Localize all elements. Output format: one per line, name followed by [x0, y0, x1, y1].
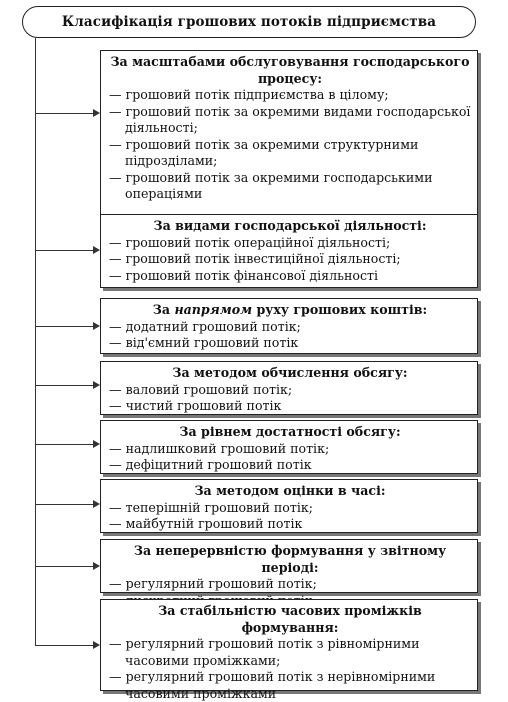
trunk-line — [35, 38, 36, 645]
arrow-4 — [93, 381, 100, 389]
category-heading: За стабільністю часових проміжків формування: — [158, 603, 422, 635]
list-item: — грошовий потік за окремими видами господарської діяльності; — [109, 104, 471, 137]
category-heading: За рівнем достатності обсягу: — [179, 424, 401, 439]
category-heading: За неперервністю формування у звітному періоді: — [133, 543, 447, 575]
list-item: — від'ємний грошовий потік — [109, 335, 471, 352]
category-heading: За методом обчислення обсягу: — [172, 365, 408, 380]
category-heading: За методом оцінки в часі: — [194, 483, 386, 498]
category-box-calculation — [100, 361, 478, 415]
connector-8 — [35, 645, 93, 646]
list-item: — грошовий потік операційної діяльності; — [109, 235, 471, 252]
connector-5 — [35, 444, 93, 445]
category-box-continuity — [100, 539, 478, 593]
category-box-sufficiency — [100, 420, 478, 474]
list-item: — регулярний грошовий потік з нерівномірними часовими проміжками — [109, 669, 471, 702]
list-item: — майбутній грошовий потік — [109, 516, 471, 533]
category-box-activity — [100, 214, 478, 288]
list-item: — грошовий потік підприємства в цілому; — [109, 87, 471, 104]
list-item: — регулярний грошовий потік; — [109, 576, 471, 593]
list-item: — теперішній грошовий потік; — [109, 500, 471, 517]
category-box-stability — [100, 599, 478, 701]
list-item: — грошовий потік за окремими господарськими операціями — [109, 170, 471, 203]
arrow-5 — [93, 440, 100, 448]
list-item: — чистий грошовий потік — [109, 398, 471, 415]
arrow-7 — [93, 562, 100, 570]
category-box-direction — [100, 298, 478, 354]
arrow-3 — [93, 322, 100, 330]
list-item: — грошовий потік інвестиційної діяльності; — [109, 251, 471, 268]
arrow-2 — [93, 246, 100, 254]
list-item: — дефіцитний грошовий потік — [109, 457, 471, 474]
connector-4 — [35, 385, 93, 386]
list-item: — надлишковий грошовий потік; — [109, 441, 471, 458]
list-item: — валовий грошовий потік; — [109, 382, 471, 399]
arrow-6 — [93, 500, 100, 508]
connector-2 — [35, 250, 93, 251]
connector-7 — [35, 566, 93, 567]
arrow-8 — [93, 641, 100, 649]
list-item: — грошовий потік фінансової діяльності — [109, 268, 471, 285]
diagram-title: Класифікація грошових потоків підприємства — [22, 6, 476, 38]
category-heading: За масштабами обслуговування господарського процесу: — [110, 54, 470, 86]
category-box-scale — [100, 50, 478, 216]
arrow-1 — [93, 109, 100, 117]
connector-6 — [35, 504, 93, 505]
category-heading: За напрямом руху грошових коштів: — [152, 302, 428, 317]
list-item: — грошовий потік за окремими структурними підрозділами; — [109, 137, 471, 170]
list-item: — додатний грошовий потік; — [109, 319, 471, 336]
connector-3 — [35, 326, 93, 327]
category-heading: За видами господарської діяльності: — [153, 218, 427, 233]
category-box-time-valuation — [100, 479, 478, 533]
list-item: — регулярний грошовий потік з рівномірними часовими проміжками; — [109, 636, 471, 669]
connector-1 — [35, 113, 93, 114]
